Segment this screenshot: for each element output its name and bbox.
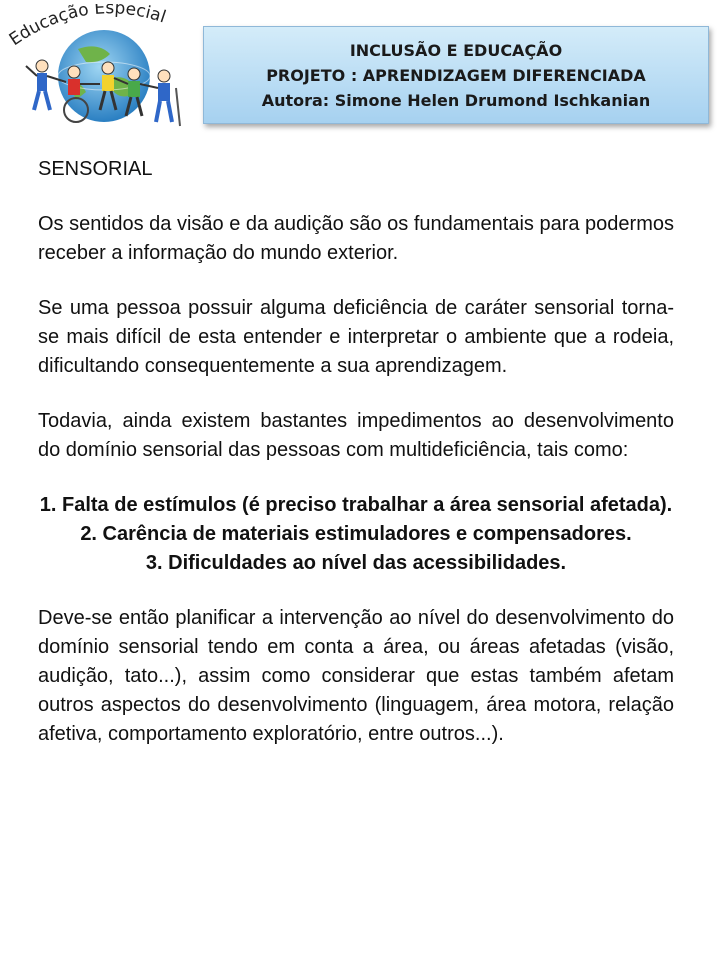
logo-illustration: [4, 4, 200, 134]
list-item: 1. Falta de estímulos (é preciso trabalhar a área sensorial afetada).: [39, 494, 673, 516]
section-title: SENSORIAL: [38, 158, 153, 180]
logo: [4, 4, 200, 134]
paragraph: Se uma pessoa possuir alguma deficiência de caráter sensorial torna-se mais difícil de esta entender e interpretar o ambiente que a rodeia, dificultando consequentemente a sua aprendizagem.: [38, 297, 674, 377]
header-line-2: PROJETO : APRENDIZAGEM DIFERENCIADA: [266, 65, 646, 85]
closing-paragraph: Deve-se então planificar a intervenção ao nível do desenvolvimento do domínio sensorial tendo em conta a área, ou áreas afetadas (visão, audição, tato...), assim como considerar que estas também afetam outros aspectos do desenvolvimento (linguagem, área motora, relação afetiva, comportamento exploratório, entre outros...).: [38, 607, 674, 745]
header-line-1: INCLUSÃO E EDUCAÇÃO: [349, 40, 563, 60]
header-line-3: Autora: Simone Helen Drumond Ischkanian: [261, 90, 651, 110]
header-box: [203, 26, 709, 124]
list-item: 3. Dificuldades ao nível das acessibilidades.: [145, 552, 567, 574]
paragraph: Todavia, ainda existem bastantes impedimentos ao desenvolvimento do domínio sensorial das pessoas com multideficiência, tais como:: [38, 410, 674, 461]
impediments-list: [38, 491, 674, 578]
list-item: 2. Carência de materiais estimuladores e compensadores.: [80, 523, 632, 545]
logo-text: Educação Especial: [5, 4, 169, 51]
paragraph: Os sentidos da visão e da audição são os fundamentais para podermos receber a informação do mundo exterior.: [38, 213, 674, 264]
main-content: [38, 154, 674, 775]
